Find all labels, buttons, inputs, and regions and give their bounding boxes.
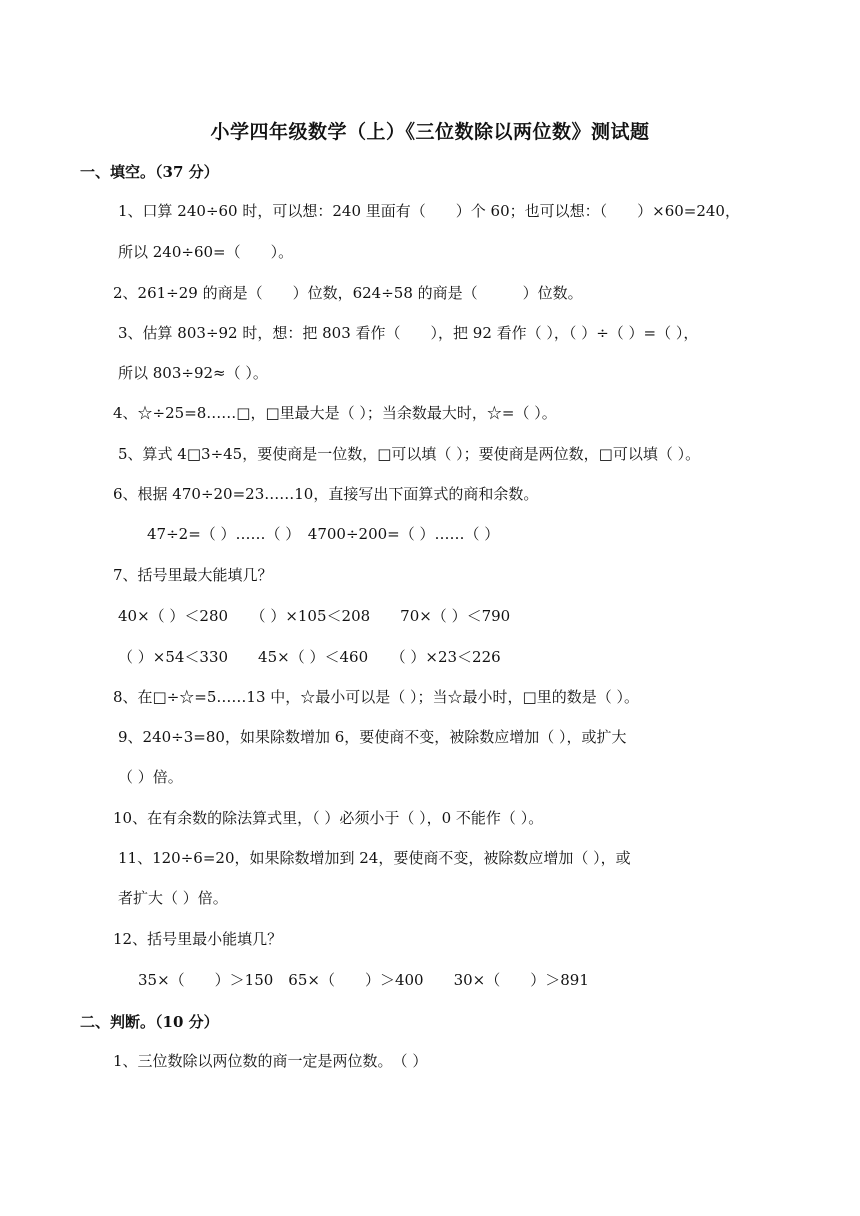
question-10: 10、在有余数的除法算式里，（ ）必须小于（ ），0 不能作（ ）。 (113, 809, 544, 827)
judgement-question-1: 1、三位数除以两位数的商一定是两位数。 （ ） (113, 1052, 428, 1070)
question-1-line-1: 1、口算 240÷60 时，可以想：240 里面有（ ）个 60；也可以想：（ ）×60=240， (118, 202, 740, 220)
question-7-row-1: 40×（ ）＜280 （ ）×105＜208 70×（ ）＜790 (118, 607, 511, 625)
question-2: 2、261÷29 的商是（ ）位数，624÷58 的商是（ ）位数。 (113, 284, 583, 302)
question-7-row-2: （ ）×54＜330 45×（ ）＜460 （ ）×23＜226 (118, 648, 501, 666)
question-11-line-2: 者扩大（ ）倍。 (118, 889, 228, 907)
question-1-line-2: 所以 240÷60=（ ）。 (118, 243, 294, 261)
question-3-line-1: 3、估算 803÷92 时，想：把 803 看作（ ），把 92 看作（ ），（ ）÷（ ）=（ ）， (118, 324, 699, 342)
question-12-items: 35×（ ）＞150 65×（ ）＞400 30×（ ）＞891 (138, 971, 589, 989)
question-12: 12、括号里最小能填几？ (113, 930, 283, 948)
question-5: 5、算式 4□3÷45，要使商是一位数，□可以填（ ）；要使商是两位数，□可以填（ ）。 (118, 445, 701, 463)
question-6: 6、根据 470÷20=23……10，直接写出下面算式的商和余数。 (113, 485, 539, 503)
section-heading-fill-blank: 一、填空。（37 分） (80, 163, 219, 181)
section-heading-judgement: 二、判断。（10 分） (80, 1013, 219, 1031)
question-6-items: 47÷2=（ ）……（ ） 4700÷200=（ ）……（ ） (147, 525, 500, 543)
question-8: 8、在□÷☆=5……13 中，☆最小可以是（ ）；当☆最小时，□里的数是（ ）。 (113, 688, 639, 706)
question-3-line-2: 所以 803÷92≈（ ）。 (118, 364, 268, 382)
question-7: 7、括号里最大能填几？ (113, 566, 273, 584)
question-9-line-1: 9、240÷3=80，如果除数增加 6，要使商不变，被除数应增加（ ），或扩大 (118, 728, 627, 746)
question-4: 4、☆÷25=8……□，□里最大是（ ）；当余数最大时，☆=（ ）。 (113, 404, 557, 422)
question-11-line-1: 11、120÷6=20，如果除数增加到 24，要使商不变，被除数应增加（ ），或 (118, 849, 631, 867)
page-title: 小学四年级数学（上）《三位数除以两位数》测试题 (210, 121, 650, 143)
question-9-line-2: （ ）倍。 (118, 768, 183, 786)
